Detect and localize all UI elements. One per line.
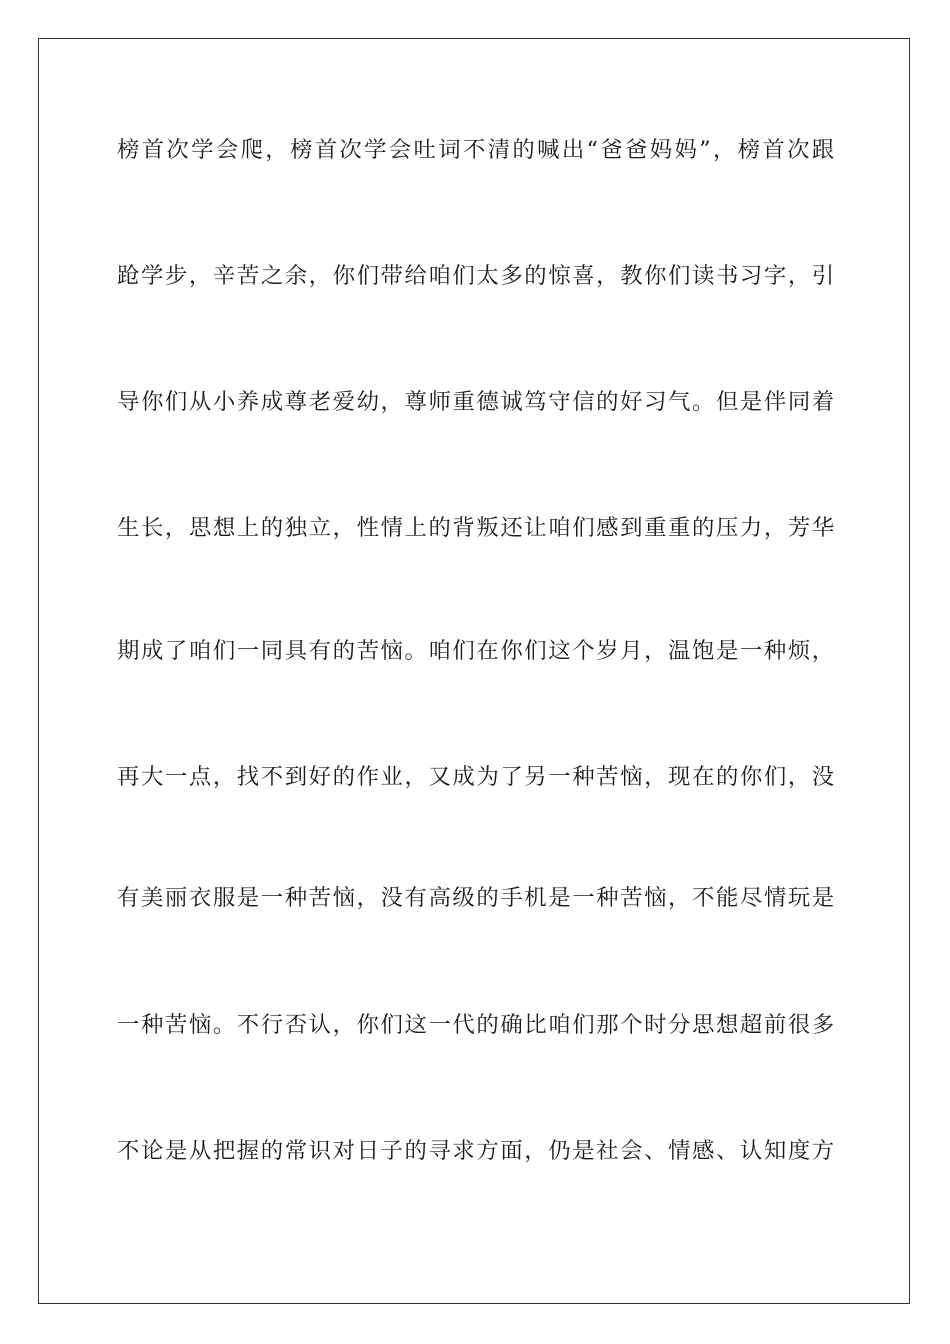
text-line: 再大一点，找不到好的作业，又成为了另一种苦恼，现在的你们，没 [117, 764, 835, 790]
text-line: 不论是从把握的常识对日子的寻求方面，仍是社会、情感、认知度方 [117, 1138, 835, 1164]
text-line: 有美丽衣服是一种苦恼，没有高级的手机是一种苦恼，不能尽情玩是 [117, 885, 835, 911]
text-line: 一种苦恼。不行否认，你们这一代的确比咱们那个时分思想超前很多 [117, 1012, 835, 1038]
page-border [38, 38, 910, 1304]
text-line: 生长，思想上的独立，性情上的背叛还让咱们感到重重的压力，芳华 [117, 515, 835, 541]
text-line: 跄学步，辛苦之余，你们带给咱们太多的惊喜，教你们读书习字，引 [117, 263, 835, 289]
text-line: 导你们从小养成尊老爱幼，尊师重德诚笃守信的好习气。但是伴同着 [117, 389, 835, 415]
text-line: 榜首次学会爬，榜首次学会吐词不清的喊出“爸爸妈妈”，榜首次跟 [117, 137, 835, 163]
text-line: 期成了咱们一同具有的苦恼。咱们在你们这个岁月，温饱是一种烦， [117, 638, 835, 664]
